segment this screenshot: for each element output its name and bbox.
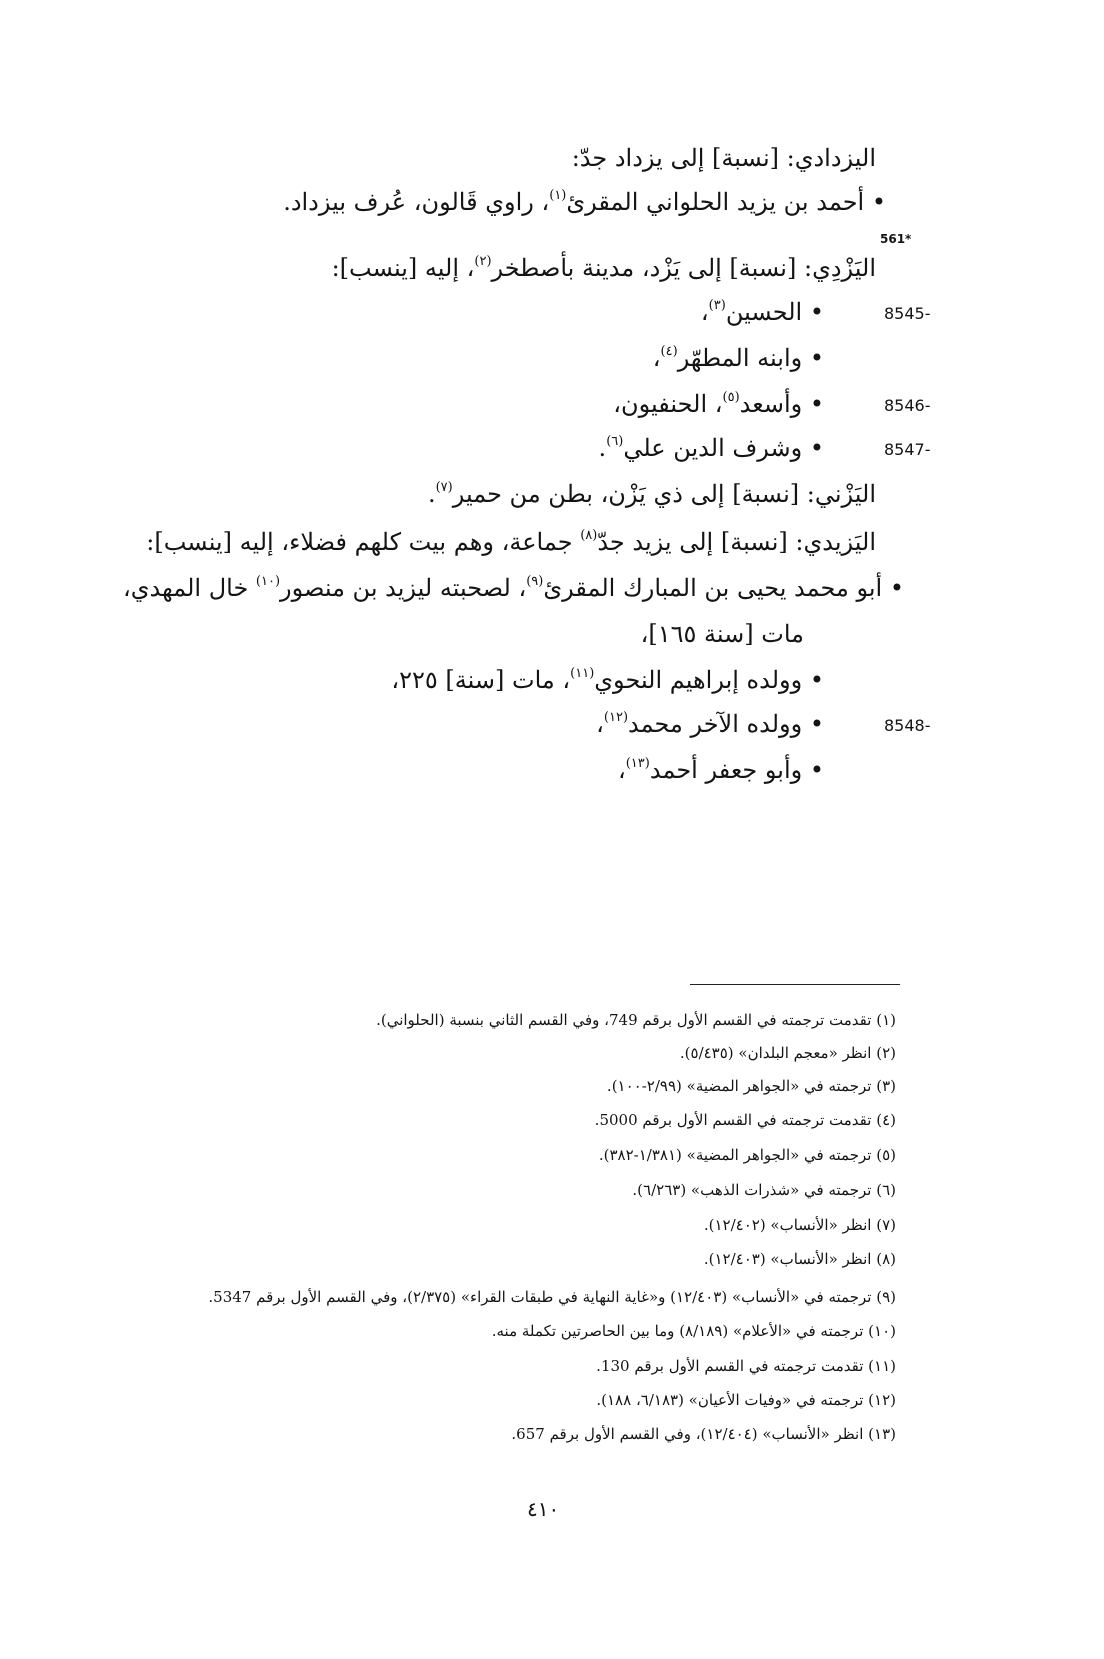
footnote-ref: (١١) — [570, 666, 595, 681]
entry-text: • وشرف الدين علي — [623, 434, 824, 462]
entry-tail: . — [598, 434, 607, 462]
entry-text: اليزدادي: [نسبة] إلى يزداد جدّ: — [571, 144, 876, 172]
footnote: (٦) ترجمته في «شذرات الذهب» (٦/٢٦٣). — [632, 1181, 896, 1199]
entry-tail: ، إليه [ينسب]: — [331, 254, 475, 282]
footnote-ref: (٢) — [474, 254, 492, 269]
entry-tail: ، الحنفيون، — [613, 390, 723, 418]
footnote-ref: (٦) — [606, 434, 624, 449]
entry-text: اليَزْدِي: [نسبة] إلى يَزْد، مدينة بأصطخر — [491, 254, 876, 282]
entry-number: 8546- — [884, 396, 931, 415]
entry-text: اليَزيدي: [نسبة] إلى يزيد جدّ — [597, 528, 876, 556]
entry-tail: خال المهدي، — [123, 574, 256, 602]
entry-item — [596, 712, 824, 736]
footnote: (١٣) انظر «الأنساب» (١٢/٤٠٤)، وفي القسم الأول برقم 657. — [511, 1425, 896, 1443]
entry-text: • وابنه المطهّر — [677, 344, 824, 372]
entry-tail: ، — [700, 298, 709, 326]
footnote-ref: (١٣) — [625, 756, 650, 771]
footnote-ref: (٤) — [660, 344, 678, 359]
footnote: (١٠) ترجمته في «الأعلام» (٨/١٨٩) وما بين الحاصرتين تكملة منه. — [491, 1322, 896, 1340]
entry-item — [391, 668, 824, 692]
entry-item — [283, 190, 886, 214]
footnote-ref: (٩) — [526, 574, 544, 589]
entry-heading-yazidi — [146, 530, 876, 554]
entry-tail: ، مات [سنة] ٢٢٥، — [391, 666, 571, 694]
footnote-ref: (١٠) — [255, 574, 281, 589]
footnote: (٢) انظر «معجم البلدان» (٥/٤٣٥). — [679, 1044, 896, 1062]
page-number: ٤١٠ — [527, 1497, 560, 1521]
footnote: (٧) انظر «الأنساب» (١٢/٤٠٢). — [703, 1216, 896, 1234]
entry-number: 8545- — [884, 304, 931, 323]
entry-tail: ، — [652, 344, 661, 372]
footnote: (١١) تقدمت ترجمته في القسم الأول برقم 130. — [596, 1357, 896, 1375]
entry-item — [701, 300, 824, 324]
footnote: (٣) ترجمته في «الجواهر المضية» (٢/٩٩-١٠٠). — [606, 1077, 896, 1095]
footnote: (٩) ترجمته في «الأنساب» (١٢/٤٠٣) و«غاية النهاية في طبقات القراء» (٢/٣٧٥)، وفي القسم الأول برقم 5347. — [208, 1288, 896, 1306]
entry-item — [618, 758, 824, 782]
footnote-separator — [690, 984, 900, 985]
entry-text: • وولده إبراهيم النحوي — [594, 666, 824, 694]
entry-text: • وولده الآخر محمد — [628, 710, 824, 738]
footnote-ref: (٧) — [435, 480, 453, 495]
entry-heading-yazdadi — [572, 146, 876, 170]
entry-heading-yazdi — [332, 256, 876, 280]
footnote: (٨) انظر «الأنساب» (١٢/٤٠٣). — [703, 1250, 896, 1268]
entry-tail: ، لصحبته ليزيد بن منصور — [280, 574, 527, 602]
footnote: (١) تقدمت ترجمته في القسم الأول برقم 749، وفي القسم الثاني بنسبة (الحلواني). — [376, 1011, 896, 1029]
page-marker: 561* — [880, 232, 912, 246]
entry-item — [123, 576, 904, 600]
entry-text: • الحسين — [725, 298, 824, 326]
entry-text: • وأسعد — [739, 390, 824, 418]
footnote: (٥) ترجمته في «الجواهر المضية» (١/٣٨١-٣٨٢). — [598, 1146, 896, 1164]
entry-number: 8548- — [884, 716, 931, 735]
entry-continuation — [641, 622, 804, 646]
entry-tail: ، — [596, 710, 604, 738]
entry-tail: جماعة، وهم بيت كلهم فضلاء، إليه [ينسب]: — [146, 528, 581, 556]
footnote-ref: (١٢) — [603, 710, 629, 725]
entry-tail: ، — [617, 756, 626, 784]
footnote-ref: (٨) — [580, 528, 598, 543]
footnote-ref: (١) — [549, 188, 567, 203]
entry-text: مات [سنة ١٦٥]، — [640, 620, 804, 648]
entry-tail: . — [427, 480, 436, 508]
entry-item — [613, 392, 824, 416]
entry-tail: ، راوي قَالون، عُرف بيزداد. — [283, 188, 550, 216]
footnote-ref: (٥) — [722, 390, 740, 405]
entry-heading-yazni — [428, 482, 876, 506]
entry-text: • أحمد بن يزيد الحلواني المقرئ — [566, 188, 886, 216]
entry-number: 8547- — [884, 440, 931, 459]
footnote-ref: (٣) — [708, 298, 726, 313]
footnote: (٤) تقدمت ترجمته في القسم الأول برقم 5000. — [594, 1111, 896, 1129]
entry-text: • أبو محمد يحيى بن المبارك المقرئ — [543, 574, 904, 602]
footnote: (١٢) ترجمته في «وفيات الأعيان» (٦/١٨٣، ١٨٨). — [596, 1391, 896, 1409]
entry-item — [599, 436, 824, 460]
entry-text: اليَزْني: [نسبة] إلى ذي يَزْن، بطن من حمير — [452, 480, 876, 508]
entry-text: • وأبو جعفر أحمد — [649, 756, 824, 784]
entry-item — [653, 346, 824, 370]
